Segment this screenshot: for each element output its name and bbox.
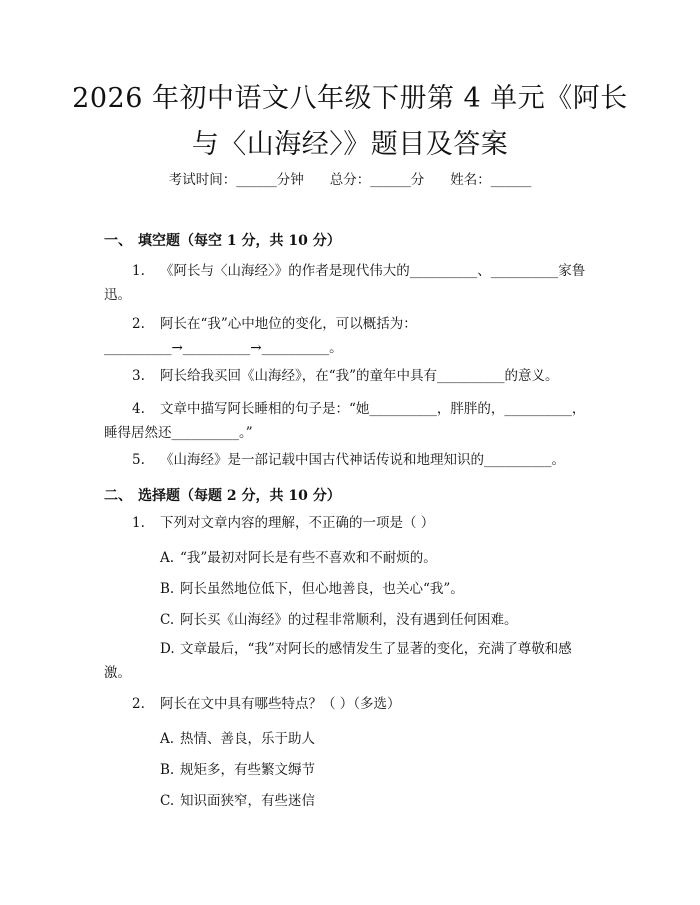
student-name: 姓名：______ [450,172,532,188]
question-number: 1. [132,263,145,279]
option-letter: A. [160,731,175,747]
exam-time: 考试时间：______分钟 [168,172,304,188]
section-2-title: 选择题（每题 2 分，共 10 分） [138,488,341,504]
question-text: 文章中描写阿长睡相的句子是：“她__________，胖胖的，__________， [160,401,586,417]
option-a[interactable] [160,546,437,566]
question-text-continued: 睡得居然还__________。” [104,425,253,441]
option-text: 热情、善良，乐于助人 [180,731,315,747]
option-letter: A. [160,550,175,566]
section-2-heading [104,485,341,505]
option-text: 文章最后，“我”对阿长的感情发生了显著的变化，充满了尊敬和感 [180,641,572,657]
exam-info [0,168,700,188]
question-number: 5. [132,452,145,468]
section-1-title: 填空题（每空 1 分，共 10 分） [138,233,341,249]
option-letter: D. [160,641,175,657]
exam-score: 总分：______分 [329,172,425,188]
option-letter: C. [160,612,175,628]
fill-question-5 [104,448,580,472]
title-line-2: 与〈山海经〉》题目及答案 [191,129,509,160]
question-text: 下列对文章内容的理解，不正确的一项是（ ） [160,515,435,531]
question-number: 2. [132,316,145,332]
section-1-heading [104,230,341,250]
option-letter: B. [160,581,175,597]
option-b[interactable] [160,758,315,778]
option-letter: C. [160,793,175,809]
section-2-number: 二、 [104,488,132,504]
page-title [60,76,640,168]
choice-question-1 [104,511,580,535]
option-text: 规矩多，有些繁文缛节 [180,762,315,778]
option-letter: B. [160,762,175,778]
question-number: 3. [132,368,145,384]
question-text: 《阿长与〈山海经〉》的作者是现代伟大的__________、__________家鲁 [160,263,586,279]
option-text-continued: 激。 [104,665,131,681]
question-number: 2. [132,696,145,712]
question-text-continued: 迅。 [104,287,131,303]
question-text: 阿长在文中具有哪些特点？（ ）（多选） [160,696,401,712]
question-text: 《山海经》是一部记载中国古代神话传说和地理知识的__________。 [160,452,565,468]
fill-question-4 [104,397,586,445]
fill-question-1 [104,259,586,307]
section-1-number: 一、 [104,233,132,249]
fill-question-2 [104,312,580,360]
option-b[interactable] [160,577,464,597]
question-text: 阿长在“我”心中地位的变化，可以概括为： [160,316,417,332]
title-line-1: 2026 年初中语文八年级下册第 4 单元《阿长 [72,83,628,114]
question-number: 4. [132,401,145,417]
option-d[interactable] [104,637,572,685]
question-text: 阿长给我买回《山海经》，在“我”的童年中具有__________的意义。 [160,368,559,384]
option-text: 阿长买《山海经》的过程非常顺利，没有遇到任何困难。 [180,612,518,628]
option-c[interactable] [160,608,518,628]
option-c[interactable] [160,789,315,809]
option-a[interactable] [160,727,315,747]
question-text-continued: __________→__________→__________。 [104,340,343,356]
choice-question-2 [104,692,580,716]
question-number: 1. [132,515,145,531]
option-text: “我”最初对阿长是有些不喜欢和不耐烦的。 [180,550,437,566]
fill-question-3 [104,364,580,388]
option-text: 阿长虽然地位低下，但心地善良，也关心“我”。 [180,581,464,597]
option-text: 知识面狭窄，有些迷信 [180,793,315,809]
